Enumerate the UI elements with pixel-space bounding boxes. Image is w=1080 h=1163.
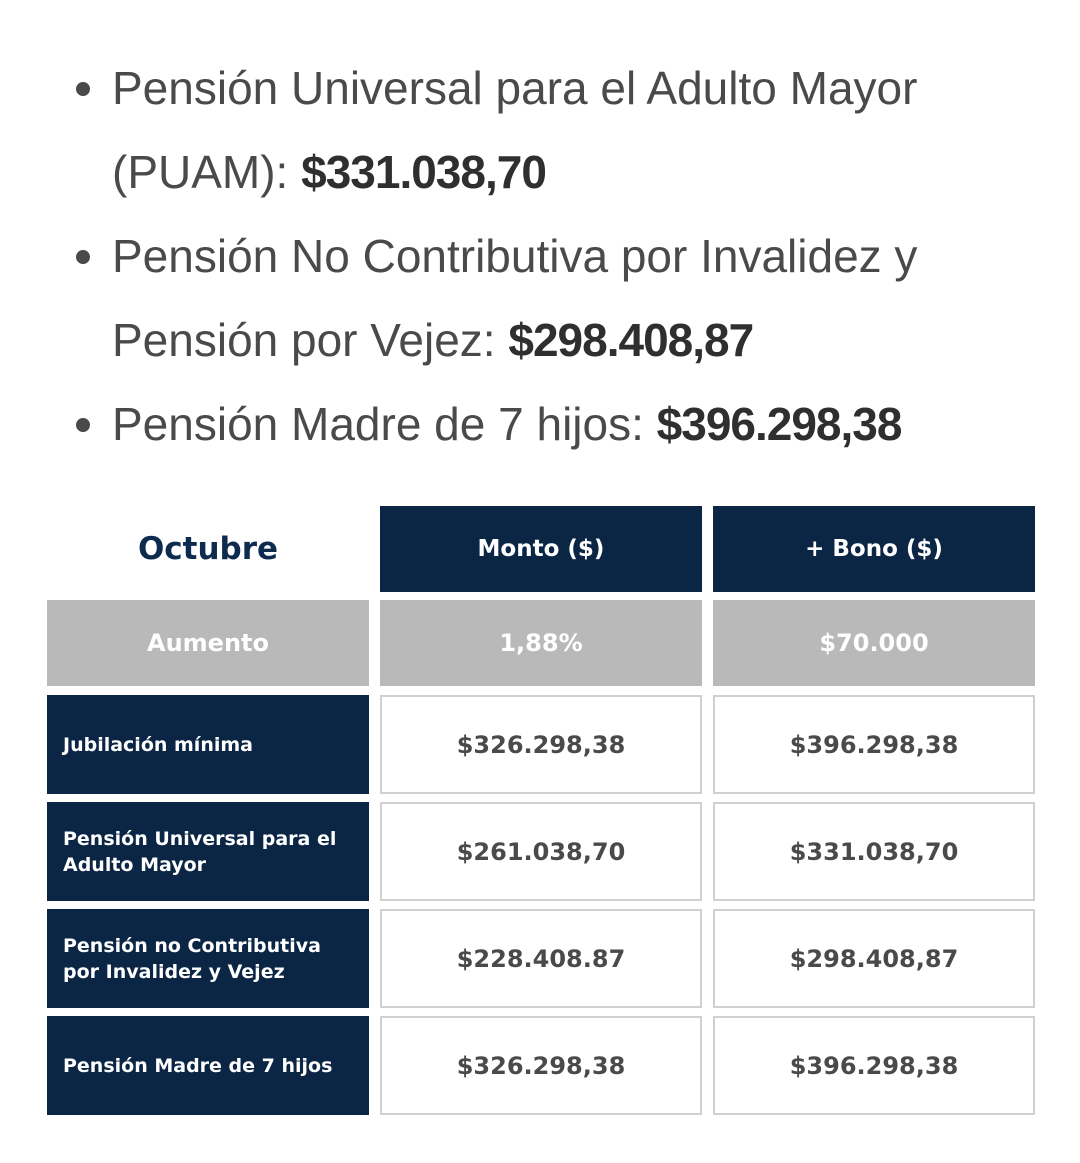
bullet-amount: $331.038,70 xyxy=(301,146,546,198)
column-header-bono: + Bono ($) xyxy=(713,506,1035,592)
bullet-label: Pensión Universal para el Adulto Mayor (PUAM): xyxy=(112,62,918,198)
bullet-label: Pensión Madre de 7 hijos: xyxy=(112,398,657,450)
increase-row-monto: 1,88% xyxy=(380,600,702,686)
increase-row-label: Aumento xyxy=(47,600,369,686)
cell-monto: $326.298,38 xyxy=(380,1016,702,1115)
bullet-amount: $298.408,87 xyxy=(508,314,754,366)
row-label-jubilacion-minima: Jubilación mínima xyxy=(47,695,369,794)
column-header-monto: Monto ($) xyxy=(380,506,702,592)
cell-bono: $298.408,87 xyxy=(713,909,1035,1008)
increase-row-bono: $70.000 xyxy=(713,600,1035,686)
bullet-label: Pensión No Contributiva por Invalidez y Pensión por Vejez: xyxy=(112,230,918,366)
cell-monto: $326.298,38 xyxy=(380,695,702,794)
row-label-no-contributiva: Pensión no Contributiva por Invalidez y Vejez xyxy=(47,909,369,1008)
cell-bono: $331.038,70 xyxy=(713,802,1035,901)
cell-bono: $396.298,38 xyxy=(713,695,1035,794)
cell-bono: $396.298,38 xyxy=(713,1016,1035,1115)
bullet-amount: $396.298,38 xyxy=(656,398,902,450)
row-label-madre-7-hijos: Pensión Madre de 7 hijos xyxy=(47,1016,369,1115)
table-corner-month: Octubre xyxy=(47,506,369,592)
cell-monto: $228.408.87 xyxy=(380,909,702,1008)
cell-monto: $261.038,70 xyxy=(380,802,702,901)
row-label-puam: Pensión Universal para el Adulto Mayor xyxy=(47,802,369,901)
